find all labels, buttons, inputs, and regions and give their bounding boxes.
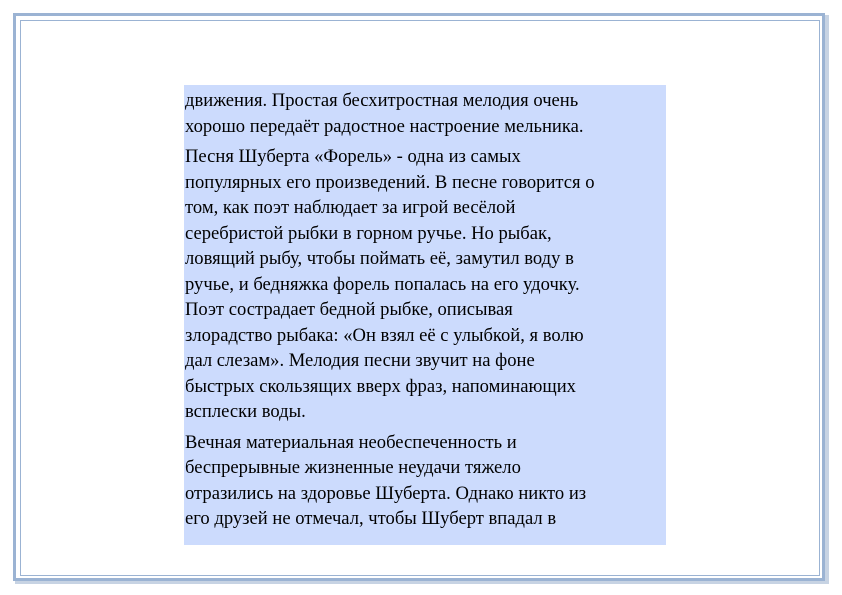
text-line: ловящий рыбу, чтобы поймать её, замутил воду в [185,248,574,269]
paragraph-2 [185,144,666,425]
text-line: его друзей не отмечал, чтобы Шуберт впадал в [185,508,557,529]
text-line: всплески воды. [185,401,306,422]
frame-shadow-right [825,15,829,583]
text-line: отразились на здоровье Шуберта. Однако никто из [185,482,587,504]
text-line: Поэт сострадает бедной рыбке, описывая [185,299,513,320]
text-line: том, как поэт наблюдает за игрой весёлой [185,197,516,218]
text-line: ручье, и бедняжка форель попалась на его удочку. [185,273,580,295]
frame-shadow-bottom [15,581,829,584]
text-line: быстрых скользящих вверх фраз, напоминающих [185,375,576,397]
text-line: Вечная материальная необеспеченность и [185,431,517,453]
paragraph-1 [185,88,666,139]
text-block [184,85,666,545]
text-line: беспрерывные жизненные неудачи тяжело [185,457,521,478]
text-line: злорадство рыбака: «Он взял её с улыбкой, я волю [185,324,584,346]
text-line: движения. Простая бесхитростная мелодия очень [185,90,579,111]
paragraph-3 [185,430,666,532]
text-line: Песня Шуберта «Форель» - одна из самых [185,146,521,167]
text-line: серебристой рыбки в горном ручье. Но рыбак, [185,222,552,244]
text-line: хорошо передаёт радостное настроение мельника. [185,115,584,137]
text-line: дал слезам». Мелодия песни звучит на фоне [185,350,535,371]
text-line: популярных его произведений. В песне говорится о [185,171,595,193]
